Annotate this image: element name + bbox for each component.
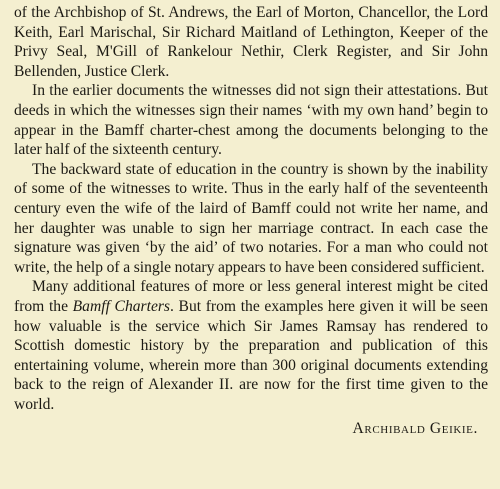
paragraph-attestations [14,81,488,159]
paragraph-text: Many additional features of more or less general interest might be cited from the [14,278,488,315]
book-title-italic: Bamff Charters [72,297,171,315]
paragraph-text: . But from the examples here given it will be seen how valuable is the service which Sir James Ramsay has rendered to Scottish domestic history by the preparation and publication of this entertaining volume, wherein more than 300 original documents extending back to the reign of Alexander II. are now for the first time given to the world. [14,297,488,413]
paragraph-conclusion [14,277,488,414]
paragraph-text: of the Archbishop of St. Andrews, the Earl of Morton, Chancellor, the Lord Keith, Earl Marischal, Sir Richard Maitland of Lethington, Keeper of the Privy Seal, M'Gill of Rankelour Nethir, Clerk Register, and Sir John Bellenden, Justice Clerk. [14,4,488,80]
paragraph-witnesses-list [14,3,488,81]
paragraph-education [14,160,488,278]
paragraph-text: The backward state of education in the country is shown by the inability of some of the witnesses to write. Thus in the early half of the seventeenth century even the wife of the laird of Bamff could not write her name, and her daughter was unable to sign her marriage contract. In each case the signature was given ‘by the aid’ of two notaries. For a man who could not write, the help of a single notary appears to have been considered sufficient. [14,160,488,276]
paragraph-text: In the earlier documents the witnesses did not sign their attestations. But deeds in which the witnesses sign their names ‘with my own hand’ begin to appear in the Bamff charter-chest among the documents belonging to the later half of the sixteenth century. [14,82,488,159]
author-signature: Archibald Geikie. [352,420,478,438]
